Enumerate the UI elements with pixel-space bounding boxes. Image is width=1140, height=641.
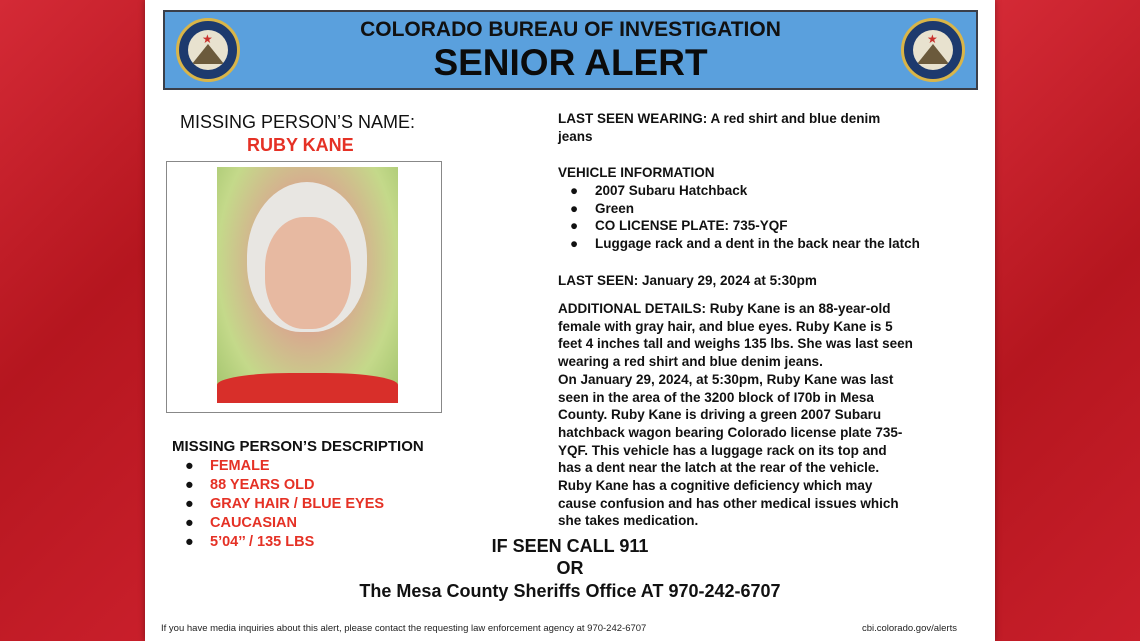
vehicle-item: ● Luggage rack and a dent in the back near the latch: [570, 236, 920, 252]
vehicle-title: VEHICLE INFORMATION: [558, 165, 715, 180]
organization-name: COLORADO BUREAU OF INVESTIGATION: [360, 18, 781, 41]
description-item: ● CAUCASIAN: [185, 515, 297, 531]
last-seen-wearing-cont: jeans: [558, 129, 593, 144]
call-911: IF SEEN CALL 911: [491, 536, 649, 556]
background-right: [995, 0, 1140, 641]
last-seen: LAST SEEN: January 29, 2024 at 5:30pm: [558, 273, 817, 288]
alert-title: SENIOR ALERT: [433, 42, 708, 83]
description-item: ● 5’04’’ / 135 LBS: [185, 534, 315, 550]
description-item: ● 88 YEARS OLD: [185, 477, 315, 493]
description-item: ● GRAY HAIR / BLUE EYES: [185, 496, 385, 512]
vehicle-item: ● 2007 Subaru Hatchback: [570, 183, 748, 198]
alert-poster: [145, 0, 995, 641]
alerts-website-link[interactable]: cbi.colorado.gov/alerts: [861, 623, 957, 634]
photo-frame: [166, 161, 442, 413]
call-or: OR: [556, 558, 584, 578]
sheriff-contact: The Mesa County Sheriffs Office AT 970-242-6707: [359, 581, 781, 601]
description-item: ● FEMALE: [185, 458, 270, 474]
missing-person-name: RUBY KANE: [247, 135, 354, 155]
vehicle-item: ● Green: [570, 200, 635, 216]
cbi-seal-icon: ★: [901, 18, 965, 82]
description-title: MISSING PERSON’S DESCRIPTION: [172, 438, 424, 455]
additional-details: ADDITIONAL DETAILS: Ruby Kane is an 88-year-old female with gray hair, and blue eyes. Ruby Kane is 5 feet 4 inches tall and weighs 135 lbs. She was last seen wearing a red shirt and blue denim jeans. On January 29, 2024, at 5:30pm, Ruby Kane was last seen in the area of the 3200 block of I70b in Mesa County. Ruby Kane is driving a green 2007 Subaru hatchback wagon bearing Colorado license plate 735- YQF. This vehicle has a luggage rack on its top and has a dent near the latch at the rear of the vehicle. Ruby Kane has a cognitive deficiency which may cause confusion and has other medical issues which she takes medication.: [558, 301, 913, 529]
cbi-seal-icon: ★: [176, 18, 240, 82]
missing-person-name-label: MISSING PERSON’S NAME:: [180, 112, 416, 132]
vehicle-item: ● CO LICENSE PLATE: 735-YQF: [570, 218, 788, 234]
vehicle-list: [570, 182, 920, 253]
media-inquiries-note: If you have media inquiries about this alert, please contact the requesting law enforcement agency at 970-242-6707: [161, 623, 647, 634]
alert-banner: [163, 10, 978, 90]
last-seen-wearing: LAST SEEN WEARING: A red shirt and blue denim: [558, 111, 881, 126]
missing-person-photo: [217, 167, 398, 403]
background-left: [0, 0, 150, 641]
